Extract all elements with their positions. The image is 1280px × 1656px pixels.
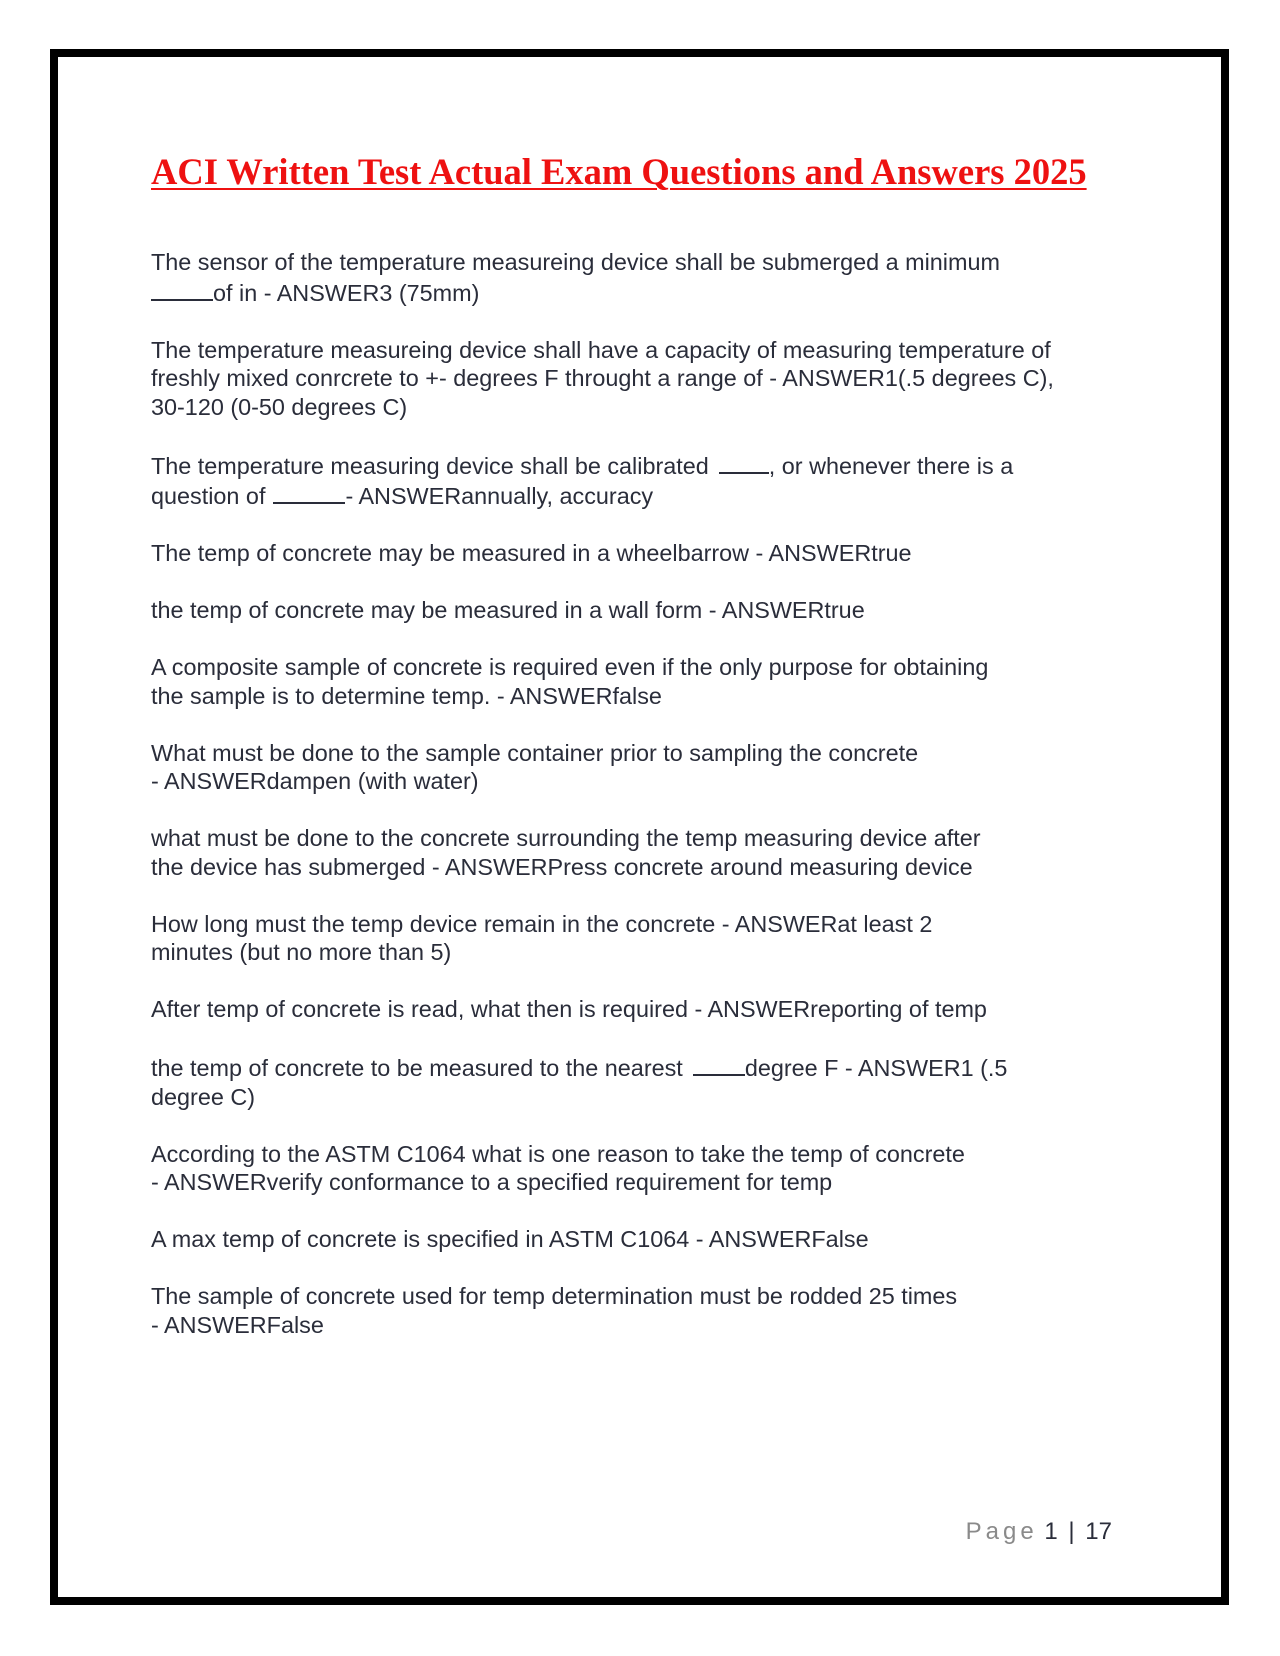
qa-text: The temperature measuring device shall be calibrated: [151, 452, 709, 479]
qa-item-2: [151, 336, 1141, 422]
qa-text: After temp of concrete is read, what then is required - ANSWERreporting of temp: [151, 996, 987, 1022]
qa-list: [151, 248, 1141, 1339]
qa-text: The sample of concrete used for temp determination must be rodded 25 times: [151, 1283, 958, 1309]
qa-text: minutes (but no more than 5): [151, 939, 452, 965]
qa-item-10: [151, 995, 1141, 1024]
page-label: Page: [965, 1518, 1038, 1545]
qa-text: A max temp of concrete is specified in ASTM C1064 - ANSWERFalse: [151, 1226, 869, 1252]
qa-text: question of: [151, 483, 266, 509]
fill-in-blank: [151, 277, 213, 301]
qa-text: the device has submerged - ANSWERPress concrete around measuring device: [151, 853, 973, 880]
current-page-number: 1: [1044, 1518, 1058, 1545]
qa-text: the temp of concrete may be measured in a wall form - ANSWERtrue: [151, 597, 865, 623]
qa-item-11: [151, 1052, 1141, 1111]
qa-item-4: [151, 539, 1141, 568]
qa-text: The sensor of the temperature measureing device shall be submerged a minimum: [151, 249, 1000, 275]
qa-text: A composite sample of concrete is required even if the only purpose for obtaining: [151, 654, 989, 680]
qa-text: - ANSWERFalse: [151, 1311, 324, 1338]
qa-text: degree C): [151, 1083, 256, 1110]
qa-text: of in - ANSWER3 (75mm): [213, 279, 480, 306]
fill-in-blank: [273, 480, 345, 504]
qa-text: - ANSWERverify conformance to a specified requirement for temp: [151, 1169, 833, 1195]
qa-item-6: [151, 653, 1141, 710]
qa-text: 30-120 (0-50 degrees C): [151, 393, 408, 420]
qa-text: what must be done to the concrete surrounding the temp measuring device after: [151, 825, 981, 851]
qa-item-3: [151, 450, 1141, 511]
qa-text: - ANSWERdampen (with water): [151, 768, 479, 794]
qa-text: degree F - ANSWER1 (.5: [744, 1055, 1008, 1081]
document-title: ACI Written Test Actual Exam Questions and Answers 2025: [151, 151, 1087, 192]
total-pages: 17: [1085, 1518, 1112, 1545]
qa-text: - ANSWERannually, accuracy: [345, 483, 654, 509]
qa-item-5: [151, 596, 1141, 625]
qa-item-9: [151, 910, 1141, 967]
qa-item-7: [151, 739, 1141, 796]
qa-text: the temp of concrete to be measured to the nearest: [151, 1055, 683, 1081]
qa-item-1: [151, 248, 1141, 307]
qa-text: , or whenever there is a: [768, 452, 1014, 479]
qa-text: What must be done to the sample container prior to sampling the concrete: [151, 739, 919, 766]
qa-item-8: [151, 824, 1141, 881]
page-footer: [966, 1518, 1112, 1546]
qa-text: The temp of concrete may be measured in a wheelbarrow - ANSWERtrue: [151, 540, 912, 566]
qa-text: According to the ASTM C1064 what is one reason to take the temp of concrete: [151, 1140, 965, 1167]
qa-text: freshly mixed conrcrete to +- degrees F throught a range of - ANSWER1(.5 degrees C),: [151, 365, 1054, 391]
document-content: [151, 150, 1141, 1368]
qa-item-13: [151, 1225, 1141, 1254]
fill-in-blank: [693, 1052, 745, 1076]
qa-text: the sample is to determine temp. - ANSWERfalse: [151, 682, 662, 709]
qa-item-12: [151, 1140, 1141, 1197]
qa-text: The temperature measureing device shall have a capacity of measuring temperature of: [151, 336, 1051, 363]
page-separator: |: [1068, 1518, 1075, 1545]
fill-in-blank: [719, 450, 769, 474]
qa-text: How long must the temp device remain in the concrete - ANSWERat least 2: [151, 910, 933, 937]
qa-item-14: [151, 1282, 1141, 1339]
